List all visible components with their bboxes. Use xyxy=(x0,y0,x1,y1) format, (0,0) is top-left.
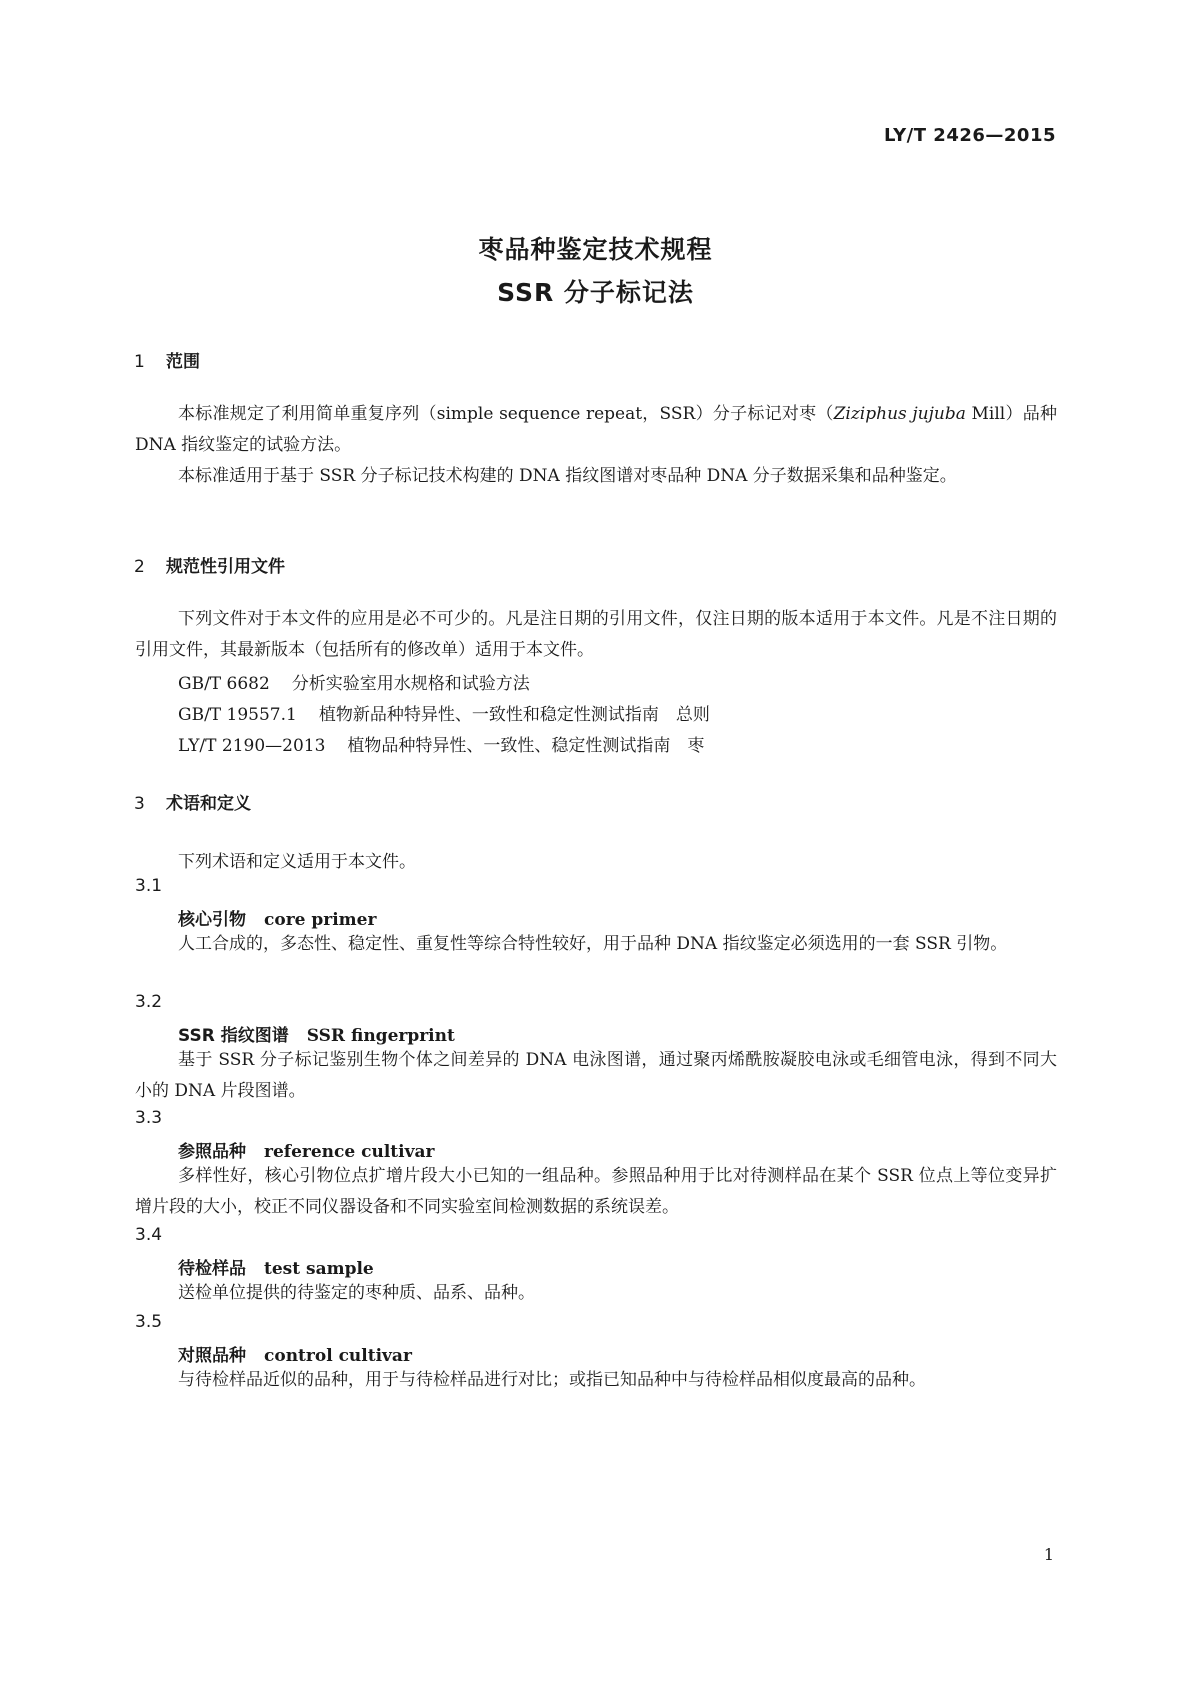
term-en: SSR fingerprint xyxy=(306,1026,455,1046)
term-definition: 与待检样品近似的品种，用于与待检样品进行对比；或指已知品种中与待检样品相似度最高的品种。 xyxy=(178,1370,926,1390)
term-en: core primer xyxy=(264,910,377,930)
term-definition: 基于 SSR 分子标记鉴别生物个体之间差异的 DNA 电泳图谱，通过聚丙烯酰胺凝胶电泳或毛细管电泳，得到不同大小的 DNA 片段图谱。 xyxy=(135,1050,1057,1101)
term-en: test sample xyxy=(264,1259,374,1279)
document-title: 枣品种鉴定技术规程 xyxy=(478,235,713,264)
term-definition: 送检单位提供的待鉴定的枣种质、品系、品种。 xyxy=(178,1283,535,1303)
section-2-heading xyxy=(134,552,285,577)
section-title: 范围 xyxy=(166,352,200,372)
standard-code: LY/T 2426—2015 xyxy=(883,125,1056,146)
term-definition: 人工合成的，多态性、稳定性、重复性等综合特性较好，用于品种 DNA 指纹鉴定必须选用的一套 SSR 引物。 xyxy=(178,934,1008,954)
page-number: 1 xyxy=(1043,1545,1054,1564)
latin-name: Ziziphus jujuba xyxy=(833,404,966,424)
reference-title: 植物新品种特异性、一致性和稳定性测试指南 总则 xyxy=(318,705,710,725)
section-1-paragraph-2: 本标准适用于基于 SSR 分子标记技术构建的 DNA 指纹图谱对枣品种 DNA 分子数据采集和品种鉴定。 xyxy=(178,466,957,486)
term-number: 3.5 xyxy=(135,1312,163,1332)
text: 本标准规定了利用简单重复序列（simple sequence repeat，SSR）分子标记对枣（ xyxy=(178,404,834,424)
term-zh: 对照品种 xyxy=(178,1346,246,1366)
section-title: 术语和定义 xyxy=(166,794,251,814)
term-heading xyxy=(178,1341,412,1366)
reference-code: GB/T 6682 xyxy=(178,674,270,694)
section-2-paragraph: 下列文件对于本文件的应用是必不可少的。凡是注日期的引用文件，仅注日期的版本适用于本文件。凡是不注日期的引用文件，其最新版本（包括所有的修改单）适用于本文件。 xyxy=(135,609,1057,660)
term-heading xyxy=(178,1021,455,1046)
section-number: 2 xyxy=(134,557,145,577)
reference-item xyxy=(178,700,710,725)
term-heading xyxy=(178,1254,374,1279)
term-heading xyxy=(178,1137,434,1162)
section-1-heading xyxy=(134,347,200,372)
term-zh: 参照品种 xyxy=(178,1142,246,1162)
term-definition: 多样性好，核心引物位点扩增片段大小已知的一组品种。参照品种用于比对待测样品在某个 SSR 位点上等位变异扩增片段的大小，校正不同仪器设备和不同实验室间检测数据的系统误差。 xyxy=(135,1166,1057,1217)
term-zh: SSR 指纹图谱 xyxy=(178,1026,289,1046)
term-heading xyxy=(178,905,376,930)
section-3-heading xyxy=(134,789,251,814)
section-number: 1 xyxy=(134,352,145,372)
term-number: 3.4 xyxy=(135,1225,163,1245)
section-3-intro: 下列术语和定义适用于本文件。 xyxy=(178,852,416,872)
reference-code: GB/T 19557.1 xyxy=(178,705,297,725)
term-zh: 核心引物 xyxy=(178,910,246,930)
term-zh: 待检样品 xyxy=(178,1259,246,1279)
section-number: 3 xyxy=(134,794,145,814)
section-title: 规范性引用文件 xyxy=(166,557,285,577)
reference-title: 分析实验室用水规格和试验方法 xyxy=(291,674,530,694)
term-number: 3.2 xyxy=(135,992,163,1012)
reference-item xyxy=(178,731,704,756)
reference-code: LY/T 2190—2013 xyxy=(178,736,326,756)
reference-item xyxy=(178,669,530,694)
term-en: reference cultivar xyxy=(264,1142,435,1162)
document-subtitle: SSR 分子标记法 xyxy=(497,278,694,307)
term-en: control cultivar xyxy=(264,1346,412,1366)
reference-title: 植物品种特异性、一致性、稳定性测试指南 枣 xyxy=(347,736,705,756)
term-number: 3.3 xyxy=(135,1108,163,1128)
term-number: 3.1 xyxy=(135,876,163,896)
text: Mill）品种 DNA 指纹鉴定的试验方法。 xyxy=(135,404,1057,455)
section-1-paragraph-1 xyxy=(135,399,1057,461)
